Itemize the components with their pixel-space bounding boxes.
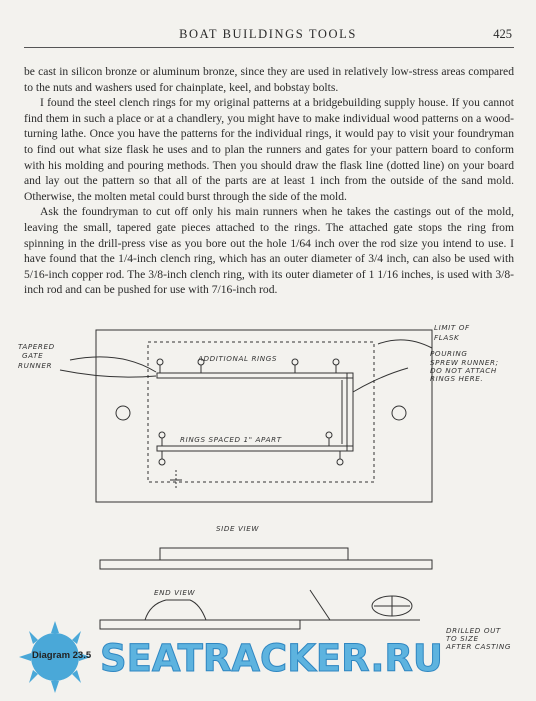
pouring-sprew-label-1: POURING <box>430 349 468 358</box>
limit-of-flask-label-1: LIMIT OF <box>434 323 470 332</box>
tapered-gate-label-2: GATE <box>22 351 44 360</box>
clench-ring <box>159 459 165 465</box>
clench-ring <box>292 359 298 365</box>
header-rule <box>24 47 514 48</box>
running-title: BOAT BUILDINGS TOOLS <box>179 27 357 41</box>
pouring-sprew-label-3: DO NOT ATTACH <box>430 366 497 375</box>
drilled-out-label-3: AFTER CASTING <box>446 642 512 651</box>
body-text <box>24 64 514 298</box>
tapered-gate-label-1: TAPERED <box>18 342 55 351</box>
top-runner <box>157 373 353 378</box>
additional-rings-label: ADDITIONAL RINGS <box>198 354 278 363</box>
pouring-sprew-label-2: SPREW RUNNER; <box>430 358 499 367</box>
side-view-label: SIDE VIEW <box>216 524 260 533</box>
clench-ring <box>157 359 163 365</box>
side-view-board <box>100 560 432 569</box>
paragraph-2: I found the steel clench rings for my original patterns at a bridgebuilding supply house. If you cannot find them in such a place or at a chandlery, you might have to make individual wood patterns on a wood-turning lathe. Once you have the patterns for the individual rings, it would pay to visit your foundryman to find out what size flask he uses and to plan the runners and gates for your pattern board to conform with his molding and pouring methods. Then you should draw the flask line (dotted line) on your board and lay out the pattern so that all of the parts are at least 1 inch from the outside of the sand mold. Otherwise, the molten metal could burst through the side of the mold. <box>24 96 514 203</box>
drilled-out-label-2: TO SIZE <box>446 634 479 643</box>
watermark-text: SEATRACKER.RU <box>100 637 443 680</box>
flask-limit-line <box>148 342 374 482</box>
side-view-pattern <box>160 548 348 560</box>
paragraph-3: Ask the foundryman to cut off only his main runners when he takes the castings out of the mold, leaving the small, tapered gate pieces attached to the rings. The attached gate stops the ring from spinning in the drill-press vise as you bore out the hole 1/64 inch over the rod size you intend to use. I have found that the 1/4-inch clench ring, which has an outer diameter of 3/4 inch, can also be used with 5/16-inch copper rod. The 3/8-inch clench ring, with its outer diameter of 1 1/16 inches, is used with 3/8-inch rod and can be pushed for use with 7/16-inch rod. <box>24 205 514 297</box>
diagram-caption: Diagram 23.5 <box>32 650 92 661</box>
right-hole <box>392 406 406 420</box>
paragraph-1: be cast in silicon bronze or aluminum bronze, since they are used in relatively low-stress areas compared to the nuts and washers used for chainplate, keel, and bobstay bolts. <box>24 65 514 94</box>
page-number: 425 <box>493 27 512 41</box>
pouring-sprew-label-4: RINGS HERE. <box>430 374 484 383</box>
drilled-out-label-1: DRILLED OUT <box>446 626 501 635</box>
bottom-runner <box>157 446 353 451</box>
clench-ring <box>337 459 343 465</box>
running-header <box>0 27 536 45</box>
rings-spaced-label: RINGS SPACED 1" APART <box>180 435 282 444</box>
tapered-gate-label-3: RUNNER <box>18 361 53 370</box>
end-view-label: END VIEW <box>154 588 196 597</box>
clench-ring <box>333 359 339 365</box>
left-hole <box>116 406 130 420</box>
limit-of-flask-label-2: FLASK <box>434 333 460 342</box>
clench-ring <box>326 432 332 438</box>
sprew-runner <box>347 373 353 451</box>
clench-ring <box>159 432 165 438</box>
